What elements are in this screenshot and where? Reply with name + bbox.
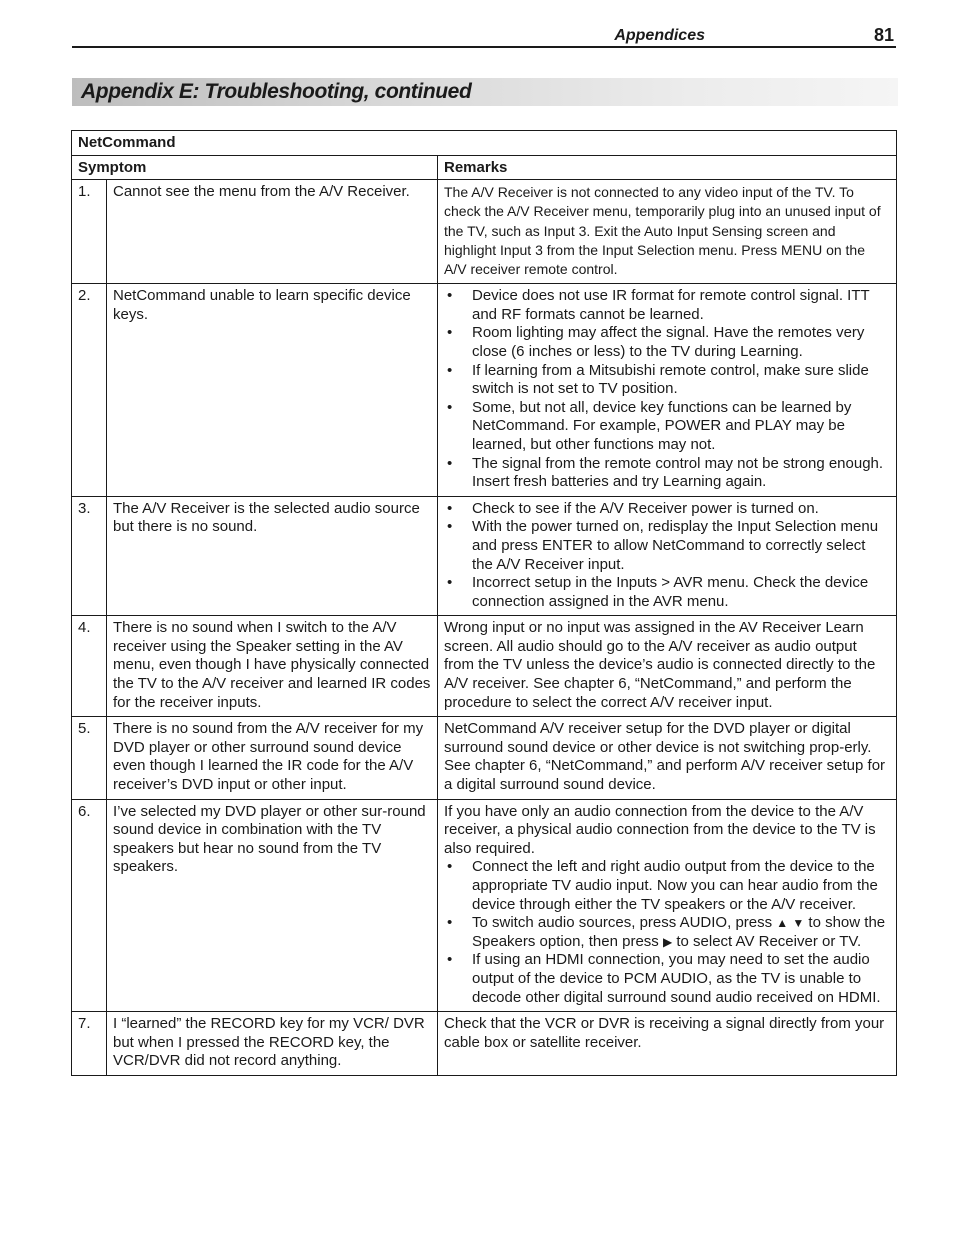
remarks-intro: If you have only an audio connection from the device to the A/V receiver, a physical audio connection from the device to the TV is also required. (444, 802, 876, 857)
remarks-cell (438, 284, 897, 497)
symptom-cell: Cannot see the menu from the A/V Receiver. (107, 180, 438, 284)
remarks-bullet-list (444, 500, 890, 612)
list-item: • If using an HDMI connection, you may need to set the audio output of the device to PCM AUDIO, as the TV is unable to decode other digital surround sound audio received on HDMI. (444, 951, 890, 1007)
title-bar (72, 78, 898, 106)
bullet-text: to show the Speakers option, then press (472, 914, 886, 950)
bullet-text: To switch audio sources, press AUDIO, press (472, 914, 777, 932)
table-row (72, 284, 897, 497)
list-item: • The signal from the remote control may not be strong enough. Insert fresh batteries and try Learning again. (444, 455, 890, 492)
up-arrow-icon: ▲ (776, 916, 789, 931)
symptom-cell: I’ve selected my DVD player or other sur-round sound device in combination with the TV speakers but hear no sound from the TV speakers. (107, 799, 438, 1012)
group-title: NetCommand (72, 131, 897, 156)
remarks-cell: Check that the VCR or DVR is receiving a signal directly from your cable box or satellite receiver. (438, 1012, 897, 1076)
remarks-cell (438, 496, 897, 616)
symptom-cell: There is no sound when I switch to the A/V receiver using the Speaker setting in the AV menu, even though I have physically connected the TV to the A/V receiver and learned IR codes for the receiver inputs. (107, 616, 438, 717)
table-row (72, 616, 897, 717)
running-header (72, 24, 896, 48)
list-item: • Device does not use IR format for remote control signal. ITT and RF formats cannot be learned. (444, 287, 890, 324)
page-title: Appendix E: Troubleshooting, continued (81, 80, 472, 103)
remarks-cell: Wrong input or no input was assigned in the AV Receiver Learn screen. All audio should go to the A/V receiver as audio output from the TV unless the device’s audio is connected directly to the A/V receiver. See chapter 6, “NetCommand,” and perform the procedure to select the correct A/V receiver input. (438, 616, 897, 717)
row-number: 3. (72, 496, 107, 616)
symptom-column-header: Symptom (72, 155, 438, 180)
page-number: 81 (873, 25, 894, 45)
symptom-cell: I “learned” the RECORD key for my VCR/ DVR but when I pressed the RECORD key, the VCR/DVR did not record anything. (107, 1012, 438, 1076)
list-item: • Some, but not all, device key functions can be learned by NetCommand. For example, POWER and PLAY may be learned, but other functions may not. (444, 399, 890, 455)
row-number: 7. (72, 1012, 107, 1076)
remarks-column-header: Remarks (438, 155, 897, 180)
list-item (444, 914, 890, 951)
row-number: 1. (72, 180, 107, 284)
row-number: 6. (72, 799, 107, 1012)
down-arrow-icon: ▼ (792, 916, 805, 931)
section-name: Appendices (614, 27, 705, 44)
remarks-bullet-list (444, 858, 890, 1007)
remarks-cell: The A/V Receiver is not connected to any video input of the TV. To check the A/V Receiver menu, temporarily plug into an unused input of the TV, such as Input 3. Exit the Auto Input Sensing screen and highlight Input 3 from the Input Selection menu. Press MENU on the A/V receiver remote control. (438, 180, 897, 284)
table-row (72, 496, 897, 616)
table-row (72, 1012, 897, 1076)
symptom-cell: There is no sound from the A/V receiver for my DVD player or other surround sound device even though I learned the IR code for the A/V receiver’s DVD input or other input. (107, 717, 438, 799)
bullet-text: to select AV Receiver or TV. (672, 932, 862, 950)
list-item: • Room lighting may affect the signal. Have the remotes very close (6 inches or less) to the TV during Learning. (444, 324, 890, 361)
remarks-cell (438, 799, 897, 1012)
remarks-bullet-list (444, 287, 890, 492)
symptom-cell: The A/V Receiver is the selected audio source but there is no sound. (107, 496, 438, 616)
list-item: • Connect the left and right audio output from the device to the appropriate TV audio input. Now you can hear audio from the device through either the TV speakers or the A/V receiver. (444, 858, 890, 914)
list-item: • Incorrect setup in the Inputs > AVR menu. Check the device connection assigned in the AVR menu. (444, 574, 890, 611)
table-row (72, 799, 897, 1012)
row-number: 4. (72, 616, 107, 717)
table-row (72, 717, 897, 799)
list-item: • With the power turned on, redisplay the Input Selection menu and press ENTER to allow NetCommand to correctly select the A/V Receiver input. (444, 518, 890, 574)
right-arrow-icon: ▶ (662, 934, 673, 949)
group-header-row (72, 131, 897, 156)
troubleshooting-table (71, 130, 897, 1076)
column-header-row (72, 155, 897, 180)
row-number: 5. (72, 717, 107, 799)
remarks-cell: NetCommand A/V receiver setup for the DVD player or digital surround sound device or other device is not switching prop-erly. See chapter 6, “NetCommand,” and perform A/V receiver setup for a digital surround sound device. (438, 717, 897, 799)
list-item: • If learning from a Mitsubishi remote control, make sure slide switch is not set to TV position. (444, 362, 890, 399)
table-row (72, 180, 897, 284)
list-item: • Check to see if the A/V Receiver power is turned on. (444, 500, 890, 519)
symptom-cell: NetCommand unable to learn specific device keys. (107, 284, 438, 497)
row-number: 2. (72, 284, 107, 497)
